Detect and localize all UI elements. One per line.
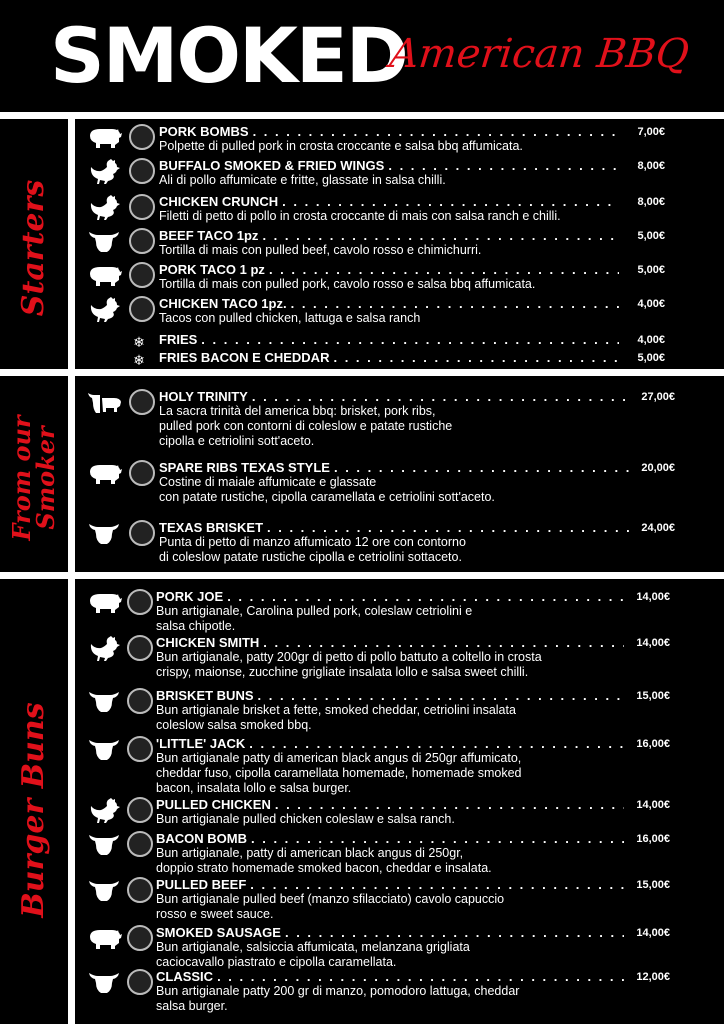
description-line: Bun artigianale, patty di american black angus di 250gr, [156,846,464,860]
dot-leader [263,635,624,651]
homemade-stamp-icon [129,124,155,150]
section-divider [0,112,724,119]
pig-icon [86,460,122,486]
description-line: crispy, maionse, zucchine grigliate insalata lollo e salsa sweet chilli. [156,665,529,679]
description-line: Bun artigianale, patty 200gr di petto di pollo battuto a coltello in crosta [156,650,542,664]
item-name: BRISKET BUNS [156,688,254,703]
description-line: Bun artigianale patty di american black angus di 250gr affumicato, [156,751,522,765]
description-line: di coleslow patate rustiche cipolla e cetriolini sottaceto. [159,550,462,564]
item-description [159,404,452,449]
pig-icon [86,262,122,288]
dot-leader [253,124,619,140]
dot-leader [269,262,619,278]
dot-leader [227,589,624,605]
item-price: 16,00€ [636,738,670,750]
item-price: 5,00€ [637,352,665,364]
item-description [156,650,542,680]
item-name-row [159,228,623,244]
item-name: 'LITTLE' JACK [156,736,246,751]
cow-icon [86,228,122,254]
cow-icon [86,969,122,995]
item-name: BACON BOMB [156,831,247,846]
item-name: TEXAS BRISKET [159,520,264,535]
item-price: 14,00€ [636,591,670,603]
dot-leader [251,831,624,847]
item-name: PULLED BEEF [156,877,247,892]
homemade-stamp-icon [129,228,155,254]
dot-leader [252,389,629,405]
dot-leader [285,925,624,941]
item-price: 14,00€ [636,637,670,649]
item-name-row [159,520,633,536]
item-price: 27,00€ [641,391,675,403]
dot-leader [250,877,624,893]
homemade-stamp-icon [127,736,153,762]
dot-leader [201,332,619,348]
item-name-row [159,194,623,210]
homemade-stamp-icon [127,589,153,615]
item-name: CHICKEN TACO 1pz. [159,296,287,311]
description-line: caciocavallo piastrato e cipolla caramellata. [156,955,397,969]
item-price: 4,00€ [637,334,665,346]
homemade-stamp-icon [129,296,155,322]
homemade-stamp-icon [127,831,153,857]
item-price: 4,00€ [637,298,665,310]
item-name-row [156,797,628,813]
dot-leader [275,797,624,813]
item-name-row [156,877,628,893]
description-line: Tortilla di mais con pulled pork, cavolo rosso e salsa bbq affumicata. [159,277,536,291]
item-price: 7,00€ [637,126,665,138]
item-name-row [159,350,623,366]
item-price: 8,00€ [637,160,665,172]
item-name: FRIES BACON E CHEDDAR [159,350,330,365]
item-description [156,751,521,796]
brand-title: SMOKED [50,11,407,100]
item-price: 14,00€ [636,799,670,811]
item-name-row [159,389,633,405]
description-line: con patate rustiche, cipolla caramellata e cetriolini sott'aceto. [159,490,495,504]
description-line: Tortilla di mais con pulled beef, cavolo rosso e chimichurri. [159,243,482,257]
item-description [156,604,472,634]
item-name: BUFFALO SMOKED & FRIED WINGS [159,158,385,173]
pig-icon [86,124,122,150]
description-line: Tacos con pulled chicken, lattuga e salsa ranch [159,311,421,325]
homemade-stamp-icon [127,797,153,823]
dot-leader [267,520,629,536]
item-description [159,311,420,326]
chicken-icon [86,797,122,823]
homemade-stamp-icon [129,520,155,546]
description-line: Punta di petto di manzo affumicato 12 ore con contorno [159,535,466,549]
item-name-row [156,635,628,651]
item-description [159,475,495,505]
item-name: CLASSIC [156,969,214,984]
section-divider [68,119,75,369]
item-description [156,892,504,922]
item-name-row [156,969,628,985]
chicken-icon [86,635,122,661]
cow-icon [86,520,122,546]
item-name-row [159,124,623,140]
dot-leader [334,460,629,476]
brand-subtitle: American BBQ [387,31,692,77]
dot-leader [388,158,619,174]
item-price: 15,00€ [636,879,670,891]
item-name-row [156,736,628,752]
item-price: 20,00€ [641,462,675,474]
description-line: Bun artigianale, Carolina pulled pork, coleslaw cetriolini e [156,604,473,618]
item-name: SMOKED SAUSAGE [156,925,281,940]
item-description [156,984,519,1014]
item-name-row [159,332,623,348]
homemade-stamp-icon [129,460,155,486]
item-price: 16,00€ [636,833,670,845]
description-line: bacon, insalata lollo e salsa burger. [156,781,352,795]
description-line: Ali di pollo affumicate e fritte, glassate in salsa chilli. [159,173,446,187]
item-name: CHICKEN CRUNCH [159,194,279,209]
description-line: doppio strato homemade smoked bacon, cheddar e insalata. [156,861,492,875]
chicken-icon [86,194,122,220]
homemade-stamp-icon [129,389,155,415]
description-line: Bun artigianale pulled chicken coleslaw e salsa ranch. [156,812,455,826]
item-name: PORK JOE [156,589,224,604]
dot-leader [258,688,624,704]
section-divider [68,376,75,572]
dot-leader [333,350,619,366]
homemade-stamp-icon [129,194,155,220]
item-name: PULLED CHICKEN [156,797,271,812]
item-name: BEEF TACO 1pz [159,228,259,243]
homemade-stamp-icon [127,877,153,903]
cow-icon [86,688,122,714]
item-name-row [156,831,628,847]
section-divider [0,369,724,376]
dot-leader [291,296,619,312]
description-line: Bun artigianale patty 200 gr di manzo, pomodoro lattuga, cheddar [156,984,520,998]
item-price: 14,00€ [636,927,670,939]
item-description [159,277,535,292]
cow-icon [86,736,122,762]
description-line: Bun artigianale, salsiccia affumicata, melanzana grigliata [156,940,470,954]
dot-leader [217,969,624,985]
item-description [159,209,561,224]
pig-icon [86,925,122,951]
cow-icon [86,831,122,857]
item-name-row [159,296,623,312]
snowflake-icon: ❄ [133,352,145,368]
description-line: Polpette di pulled pork in crosta croccante e salsa bbq affumicata. [159,139,523,153]
description-line: rosso e sweet sauce. [156,907,274,921]
item-description [156,846,492,876]
description-line: Bun artigianale pulled beef (manzo sfilacciato) cavolo capuccio [156,892,505,906]
item-description [159,243,481,258]
description-line: coleslow salsa smoked bbq. [156,718,312,732]
item-name: HOLY TRINITY [159,389,248,404]
chicken-icon [86,158,122,184]
item-description [156,812,455,827]
snowflake-icon: ❄ [133,334,145,350]
dot-leader [282,194,619,210]
item-price: 12,00€ [636,971,670,983]
item-name-row [159,460,633,476]
chicken-icon [86,296,122,322]
item-name: PORK BOMBS [159,124,249,139]
description-line: pulled pork con contorni di coleslow e patate rustiche [159,419,453,433]
item-price: 8,00€ [637,196,665,208]
item-description [159,139,523,154]
item-name: FRIES [159,332,198,347]
item-name-row [159,158,623,174]
description-line: Bun artigianale brisket a fette, smoked cheddar, cetriolini insalata [156,703,516,717]
item-name-row [156,589,628,605]
description-line: Filetti di petto di pollo in crosta croccante di mais con salsa ranch e chilli. [159,209,561,223]
description-line: La sacra trinità del america bbq: brisket, pork ribs, [159,404,436,418]
pig-icon [86,589,122,615]
description-line: salsa chipotle. [156,619,236,633]
dot-leader [262,228,619,244]
homemade-stamp-icon [129,158,155,184]
description-line: salsa burger. [156,999,228,1013]
item-price: 24,00€ [641,522,675,534]
item-name: CHICKEN SMITH [156,635,260,650]
item-price: 5,00€ [637,264,665,276]
item-name-row [156,688,628,704]
item-name-row [159,262,623,278]
homemade-stamp-icon [127,635,153,661]
item-name-row [156,925,628,941]
cow-icon [86,877,122,903]
item-description [156,703,516,733]
homemade-stamp-icon [127,688,153,714]
description-line: cipolla e cetriolini sott'aceto. [159,434,315,448]
item-description [159,173,446,188]
cow-pig-icon [86,389,122,415]
section-divider [0,572,724,579]
homemade-stamp-icon [127,925,153,951]
item-description [156,940,470,970]
homemade-stamp-icon [129,262,155,288]
section-divider [68,579,75,1024]
item-price: 15,00€ [636,690,670,702]
item-price: 5,00€ [637,230,665,242]
item-name: SPARE RIBS TEXAS STYLE [159,460,330,475]
item-description [159,535,466,565]
homemade-stamp-icon [127,969,153,995]
description-line: Costine di maiale affumicate e glassate [159,475,377,489]
menu-header [0,0,724,110]
item-name: PORK TACO 1 pz [159,262,265,277]
dot-leader [249,736,624,752]
description-line: cheddar fuso, cipolla caramellata homemade, homemade smoked [156,766,522,780]
